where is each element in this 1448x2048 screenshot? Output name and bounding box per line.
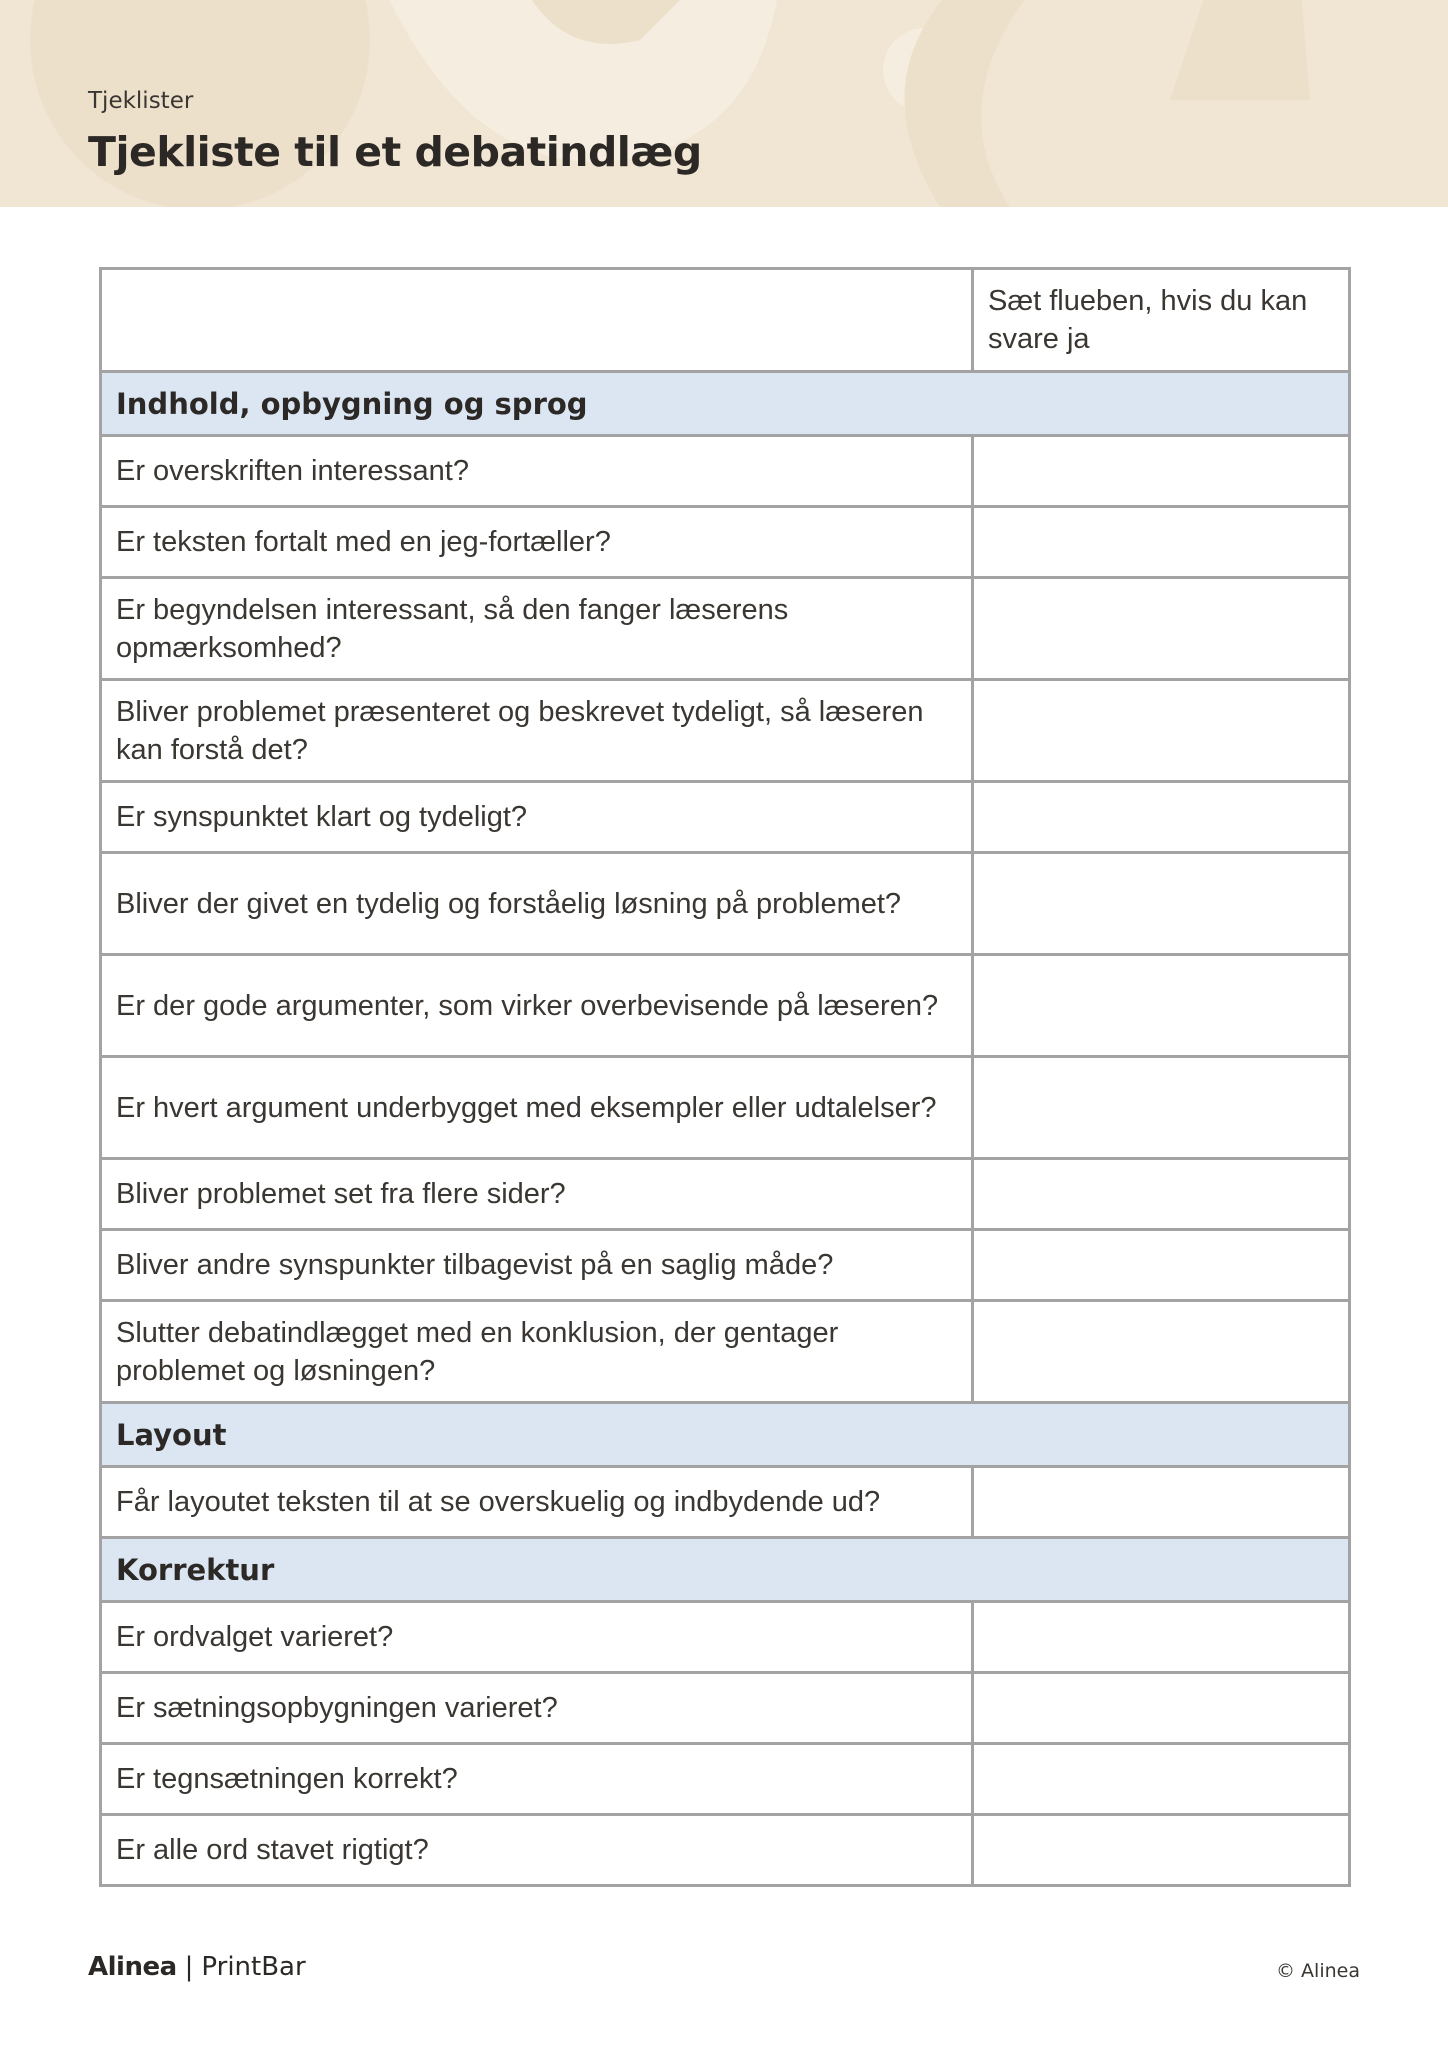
checkbox-cell[interactable] xyxy=(973,578,1350,680)
section-title: Indhold, opbygning og sprog xyxy=(101,372,1350,436)
table-row xyxy=(101,782,1350,853)
question-cell: Bliver andre synspunkter tilbagevist på en saglig måde? xyxy=(101,1230,973,1301)
checkbox-cell[interactable] xyxy=(973,1602,1350,1673)
checkbox-cell[interactable] xyxy=(973,436,1350,507)
checkbox-cell[interactable] xyxy=(973,1467,1350,1538)
header-band xyxy=(0,0,1448,207)
table-row xyxy=(101,1467,1350,1538)
table-row xyxy=(101,1159,1350,1230)
table-row xyxy=(101,680,1350,782)
brand-separator: | xyxy=(184,1952,194,1982)
brand-secondary: PrintBar xyxy=(201,1952,306,1982)
question-cell: Er teksten fortalt med en jeg-fortæller? xyxy=(101,507,973,578)
section-row xyxy=(101,1538,1350,1602)
table-row xyxy=(101,1815,1350,1886)
question-cell: Er ordvalget varieret? xyxy=(101,1602,973,1673)
table-row xyxy=(101,507,1350,578)
checkbox-cell[interactable] xyxy=(973,1230,1350,1301)
question-cell: Er overskriften interessant? xyxy=(101,436,973,507)
question-cell: Får layoutet teksten til at se overskuelig og indbydende ud? xyxy=(101,1467,973,1538)
question-cell: Bliver problemet set fra flere sider? xyxy=(101,1159,973,1230)
question-cell: Er der gode argumenter, som virker overbevisende på læseren? xyxy=(101,955,973,1057)
question-cell: Er sætningsopbygningen varieret? xyxy=(101,1673,973,1744)
table-header-empty-cell xyxy=(101,269,973,372)
brand-logo xyxy=(88,1952,306,1982)
table-row xyxy=(101,1673,1350,1744)
checkbox-cell[interactable] xyxy=(973,1057,1350,1159)
answer-column-header: Sæt flueben, hvis du kan svare ja xyxy=(973,269,1350,372)
checkbox-cell[interactable] xyxy=(973,680,1350,782)
section-title: Korrektur xyxy=(101,1538,1350,1602)
checkbox-cell[interactable] xyxy=(973,1673,1350,1744)
question-cell: Er hvert argument underbygget med eksempler eller udtalelser? xyxy=(101,1057,973,1159)
question-cell: Er begyndelsen interessant, så den fanger læserens opmærksomhed? xyxy=(101,578,973,680)
table-row xyxy=(101,1230,1350,1301)
checkbox-cell[interactable] xyxy=(973,507,1350,578)
breadcrumb: Tjeklister xyxy=(88,88,194,114)
table-row xyxy=(101,1057,1350,1159)
copyright: © Alinea xyxy=(1276,1960,1360,1982)
question-cell: Bliver problemet præsenteret og beskrevet tydeligt, så læseren kan forstå det? xyxy=(101,680,973,782)
checkbox-cell[interactable] xyxy=(973,853,1350,955)
brand-primary: Alinea xyxy=(88,1952,177,1982)
checkbox-cell[interactable] xyxy=(973,1301,1350,1403)
question-cell: Er synspunktet klart og tydeligt? xyxy=(101,782,973,853)
table-row xyxy=(101,853,1350,955)
table-row xyxy=(101,578,1350,680)
checkbox-cell[interactable] xyxy=(973,1744,1350,1815)
table-row xyxy=(101,436,1350,507)
question-cell: Bliver der givet en tydelig og forståelig løsning på problemet? xyxy=(101,853,973,955)
table-row xyxy=(101,1301,1350,1403)
section-row xyxy=(101,1403,1350,1467)
question-cell: Er tegnsætningen korrekt? xyxy=(101,1744,973,1815)
section-row xyxy=(101,372,1350,436)
table-row xyxy=(101,955,1350,1057)
checkbox-cell[interactable] xyxy=(973,782,1350,853)
page-title: Tjekliste til et debatindlæg xyxy=(88,128,702,176)
table-row xyxy=(101,1744,1350,1815)
table-row xyxy=(101,1602,1350,1673)
checklist-table xyxy=(99,267,1351,1887)
checkbox-cell[interactable] xyxy=(973,955,1350,1057)
checkbox-cell[interactable] xyxy=(973,1159,1350,1230)
checkbox-cell[interactable] xyxy=(973,1815,1350,1886)
question-cell: Er alle ord stavet rigtigt? xyxy=(101,1815,973,1886)
table-header-row xyxy=(101,269,1350,372)
section-title: Layout xyxy=(101,1403,1350,1467)
question-cell: Slutter debatindlægget med en konklusion, der gentager problemet og løsningen? xyxy=(101,1301,973,1403)
